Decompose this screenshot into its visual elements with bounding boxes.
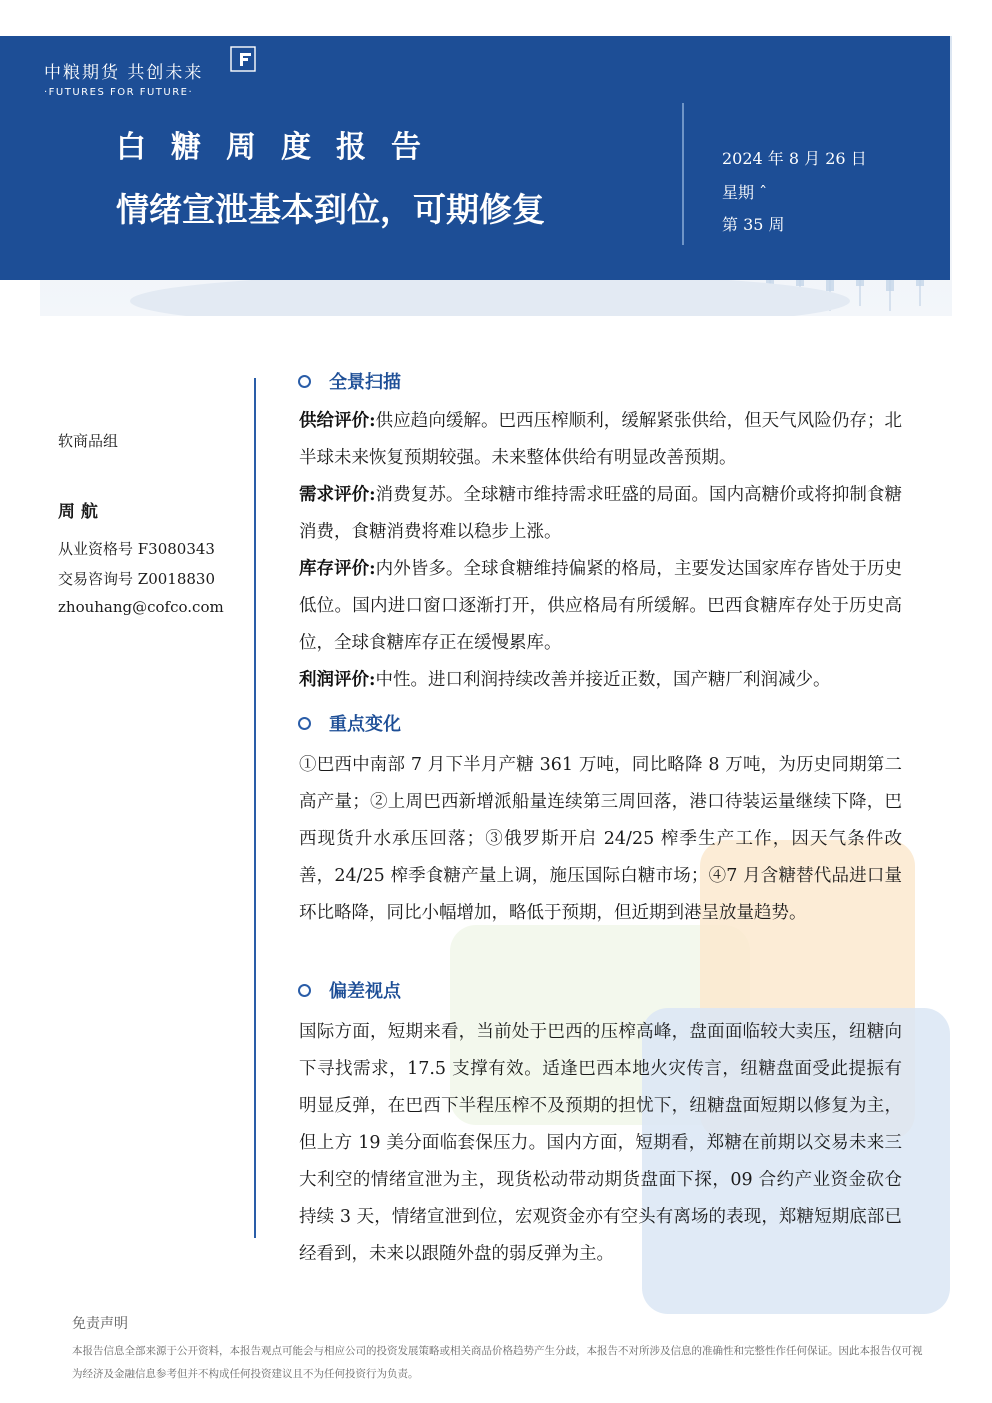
bullet-circle-icon	[298, 984, 311, 997]
deviation-view-text: 国际方面，短期来看，当前处于巴西的压榨高峰，盘面面临较大卖压，纽糖向下寻找需求，17.5 支撑有效。适逢巴西本地火灾传言，纽糖盘面受此提振有明显反弹，在巴西下半程压榨不及预期的担忧下，纽糖盘面短期以修复为主，但上方 19 美分面临套保压力。国内方面，短期看，郑糖在前期以交易未来三大利空的情绪宣泄为主，现货松动带动期货盘面下探，09 合约产业资金砍仓持续 3 天，情绪宣泄到位，宏观资金亦有空头有离场的表现，郑糖短期底部已经看到，未来以跟随外盘的弱反弹为主。	[299, 1022, 902, 1264]
report-headline: 情绪宣泄基本到位，可期修复	[116, 190, 545, 229]
author-email[interactable]: zhouhang@cofco.com	[58, 598, 224, 616]
disclaimer-text: 本报告信息全部来源于公开资料，本报告观点可能会与相应公司的投资发展策略或相关商品价格趋势产生分歧，本报告不对所涉及信息的准确性和完整性作任何保证。因此本报告仅可视为经济及金融信息参考但并不构成任何投资建议且不为任何投资行为负责。	[72, 1345, 923, 1380]
bullet-circle-icon	[298, 717, 311, 730]
report-type-title: 白糖周度报告	[116, 130, 446, 165]
assessment-text: 供应趋向缓解。巴西压榨顺利，缓解紧张供给，但天气风险仍存；北半球未来恢复预期较强。未来整体供给有明显改善预期。	[299, 411, 902, 468]
column-divider	[254, 378, 256, 1238]
report-week: 第 35 周	[722, 215, 785, 234]
report-weekday: 星期 ˆ	[722, 183, 768, 202]
inventory-assessment	[299, 551, 902, 662]
profit-assessment	[299, 662, 902, 699]
section-heading-key-changes	[298, 710, 401, 736]
team-name: 软商品组	[58, 432, 119, 450]
section-heading-overview	[298, 368, 401, 394]
section-title: 全景扫描	[329, 372, 401, 393]
brand-logo	[44, 58, 203, 98]
overview-content	[299, 403, 902, 699]
header-divider	[682, 103, 684, 245]
assessment-label: 需求评价:	[299, 485, 376, 505]
section-title: 偏差视点	[329, 981, 401, 1002]
section-title: 重点变化	[329, 714, 401, 735]
assessment-text: 中性。进口利润持续改善并接近正数，国产糖厂利润减少。	[375, 670, 831, 690]
qualification-number: 从业资格号 F3080343	[58, 540, 215, 558]
assessment-label: 库存评价:	[299, 559, 376, 579]
demand-assessment	[299, 477, 902, 551]
report-date: 2024 年 8 月 26 日	[722, 149, 867, 168]
author-name: 周 航	[58, 502, 98, 522]
assessment-label: 供给评价:	[299, 411, 376, 431]
assessment-text: 消费复苏。全球糖市维持需求旺盛的局面。国内高糖价或将抑制食糖消费，食糖消费将难以稳步上涨。	[299, 485, 902, 542]
logo-mark-icon	[230, 46, 256, 72]
assessment-text: 内外皆多。全球食糖维持偏紧的格局，主要发达国家库存皆处于历史低位。国内进口窗口逐渐打开，供应格局有所缓解。巴西食糖库存处于历史高位，全球食糖库存正在缓慢累库。	[299, 559, 902, 653]
supply-assessment	[299, 403, 902, 477]
section-heading-deviation	[298, 977, 401, 1003]
advisory-number: 交易咨询号 Z0018830	[58, 570, 215, 588]
disclaimer-title: 免责声明	[72, 1316, 128, 1332]
bullet-circle-icon	[298, 375, 311, 388]
brand-name: 中粮期货 共创未来	[44, 63, 204, 83]
brand-slogan: ·FUTURES FOR FUTURE·	[44, 87, 194, 98]
key-changes-text: ①巴西中南部 7 月下半月产糖 361 万吨，同比略降 8 万吨，为历史同期第二高产量；②上周巴西新增派船量连续第三周回落，港口待装运量继续下降，巴西现货升水承压回落；③俄罗斯开启 24/25 榨季生产工作，因天气条件改善，24/25 榨季食糖产量上调，施压国际白糖市场；④7 月含糖替代品进口量环比略降，同比小幅增加，略低于预期，但近期到港呈放量趋势。	[299, 755, 902, 923]
assessment-label: 利润评价:	[299, 670, 376, 690]
